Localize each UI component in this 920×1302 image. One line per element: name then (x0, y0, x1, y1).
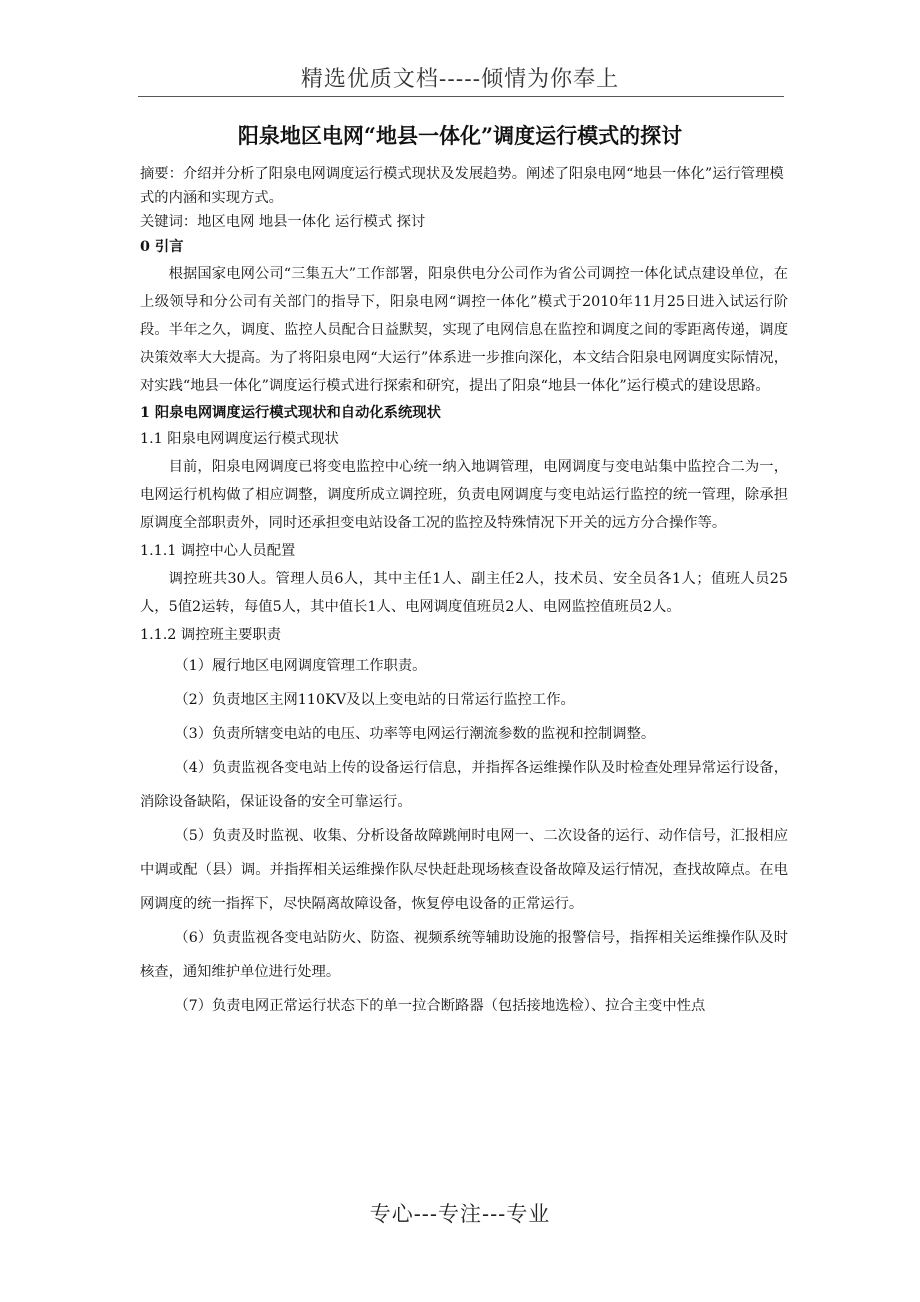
section-1-1-2-heading: 1.1.2 调控班主要职责 (140, 627, 281, 643)
duty-item: （4）负责监视各变电站上传的设备运行信息，并指挥各运维操作队及时检查处理异常运行设备，消除设备缺陷，保证设备的安全可靠运行。 (140, 760, 788, 810)
header-divider (138, 96, 784, 97)
section-0-heading: 0 引言 (140, 239, 184, 255)
duty-item: （5）负责及时监视、收集、分析设备故障跳闸时电网一、二次设备的运行、动作信号，汇报相应中调或配（县）调。并指挥相关运维操作队尽快赶赴现场核查设备故障及运行情况，查找故障点。在电网调度的统一指挥下，尽快隔离故障设备，恢复停电设备的正常运行。 (140, 828, 788, 912)
page-header: 精选优质文档-----倾情为你奉上 (300, 67, 620, 92)
keywords: 关键词：地区电网 地县一体化 运行模式 探讨 (140, 214, 426, 230)
duty-list (140, 649, 788, 1023)
duty-item: （3）负责所辖变电站的电压、功率等电网运行潮流参数的监视和控制调整。 (174, 726, 656, 742)
section-1-1-heading: 1.1 阳泉电网调度运行模式现状 (140, 431, 339, 447)
duty-item: （6）负责监视各变电站防火、防盗、视频系统等辅助设施的报警信号，指挥相关运维操作队及时核查，通知维护单位进行处理。 (140, 930, 788, 980)
section-1-1-1-heading: 1.1.1 调控中心人员配置 (140, 543, 296, 559)
section-1-1-1-paragraph: 调控班共30人。管理人员6人，其中主任1人、副主任2人，技术员、安全员各1人；值班人员25人，5值2运转，每值5人，其中值长1人、电网调度值班员2人、电网监控值班员2人。 (140, 571, 788, 615)
abstract: 摘要：介绍并分析了阳泉电网调度运行模式现状及发展趋势。阐述了阳泉电网“地县一体化”运行管理模式的内涵和实现方式。 (140, 166, 784, 206)
section-0-paragraph: 根据国家电网公司“三集五大”工作部署，阳泉供电分公司作为省公司调控一体化试点建设单位，在上级领导和分公司有关部门的指导下，阳泉电网“调控一体化”模式于2010年11月25日进入试运行阶段。半年之久，调度、监控人员配合日益默契，实现了电网信息在监控和调度之间的零距离传递，调度决策效率大大提高。为了将阳泉电网“大运行”体系进一步推向深化，本文结合阳泉电网调度实际情况，对实践“地县一体化”调度运行模式进行探索和研究，提出了阳泉“地县一体化”运行模式的建设思路。 (140, 266, 788, 394)
document-body (140, 162, 788, 1023)
duty-item: （1）履行地区电网调度管理工作职责。 (174, 658, 427, 674)
page-footer: 专心---专注---专业 (369, 1202, 551, 1226)
duty-item: （7）负责电网正常运行状态下的单一拉合断路器（包括接地选检）、拉合主变中性点 (174, 998, 706, 1014)
document-title: 阳泉地区电网“地县一体化”调度运行模式的探讨 (237, 123, 683, 148)
section-1-heading: 1 阳泉电网调度运行模式现状和自动化系统现状 (140, 405, 441, 421)
section-1-1-paragraph: 目前，阳泉电网调度已将变电监控中心统一纳入地调管理，电网调度与变电站集中监控合二为一，电网运行机构做了相应调整，调度所成立调控班，负责电网调度与变电站运行监控的统一管理，除承担原调度全部职责外，同时还承担变电站设备工况的监控及特殊情况下开关的远方分合操作等。 (140, 459, 788, 531)
duty-item: （2）负责地区主网110KV及以上变电站的日常运行监控工作。 (174, 692, 575, 708)
